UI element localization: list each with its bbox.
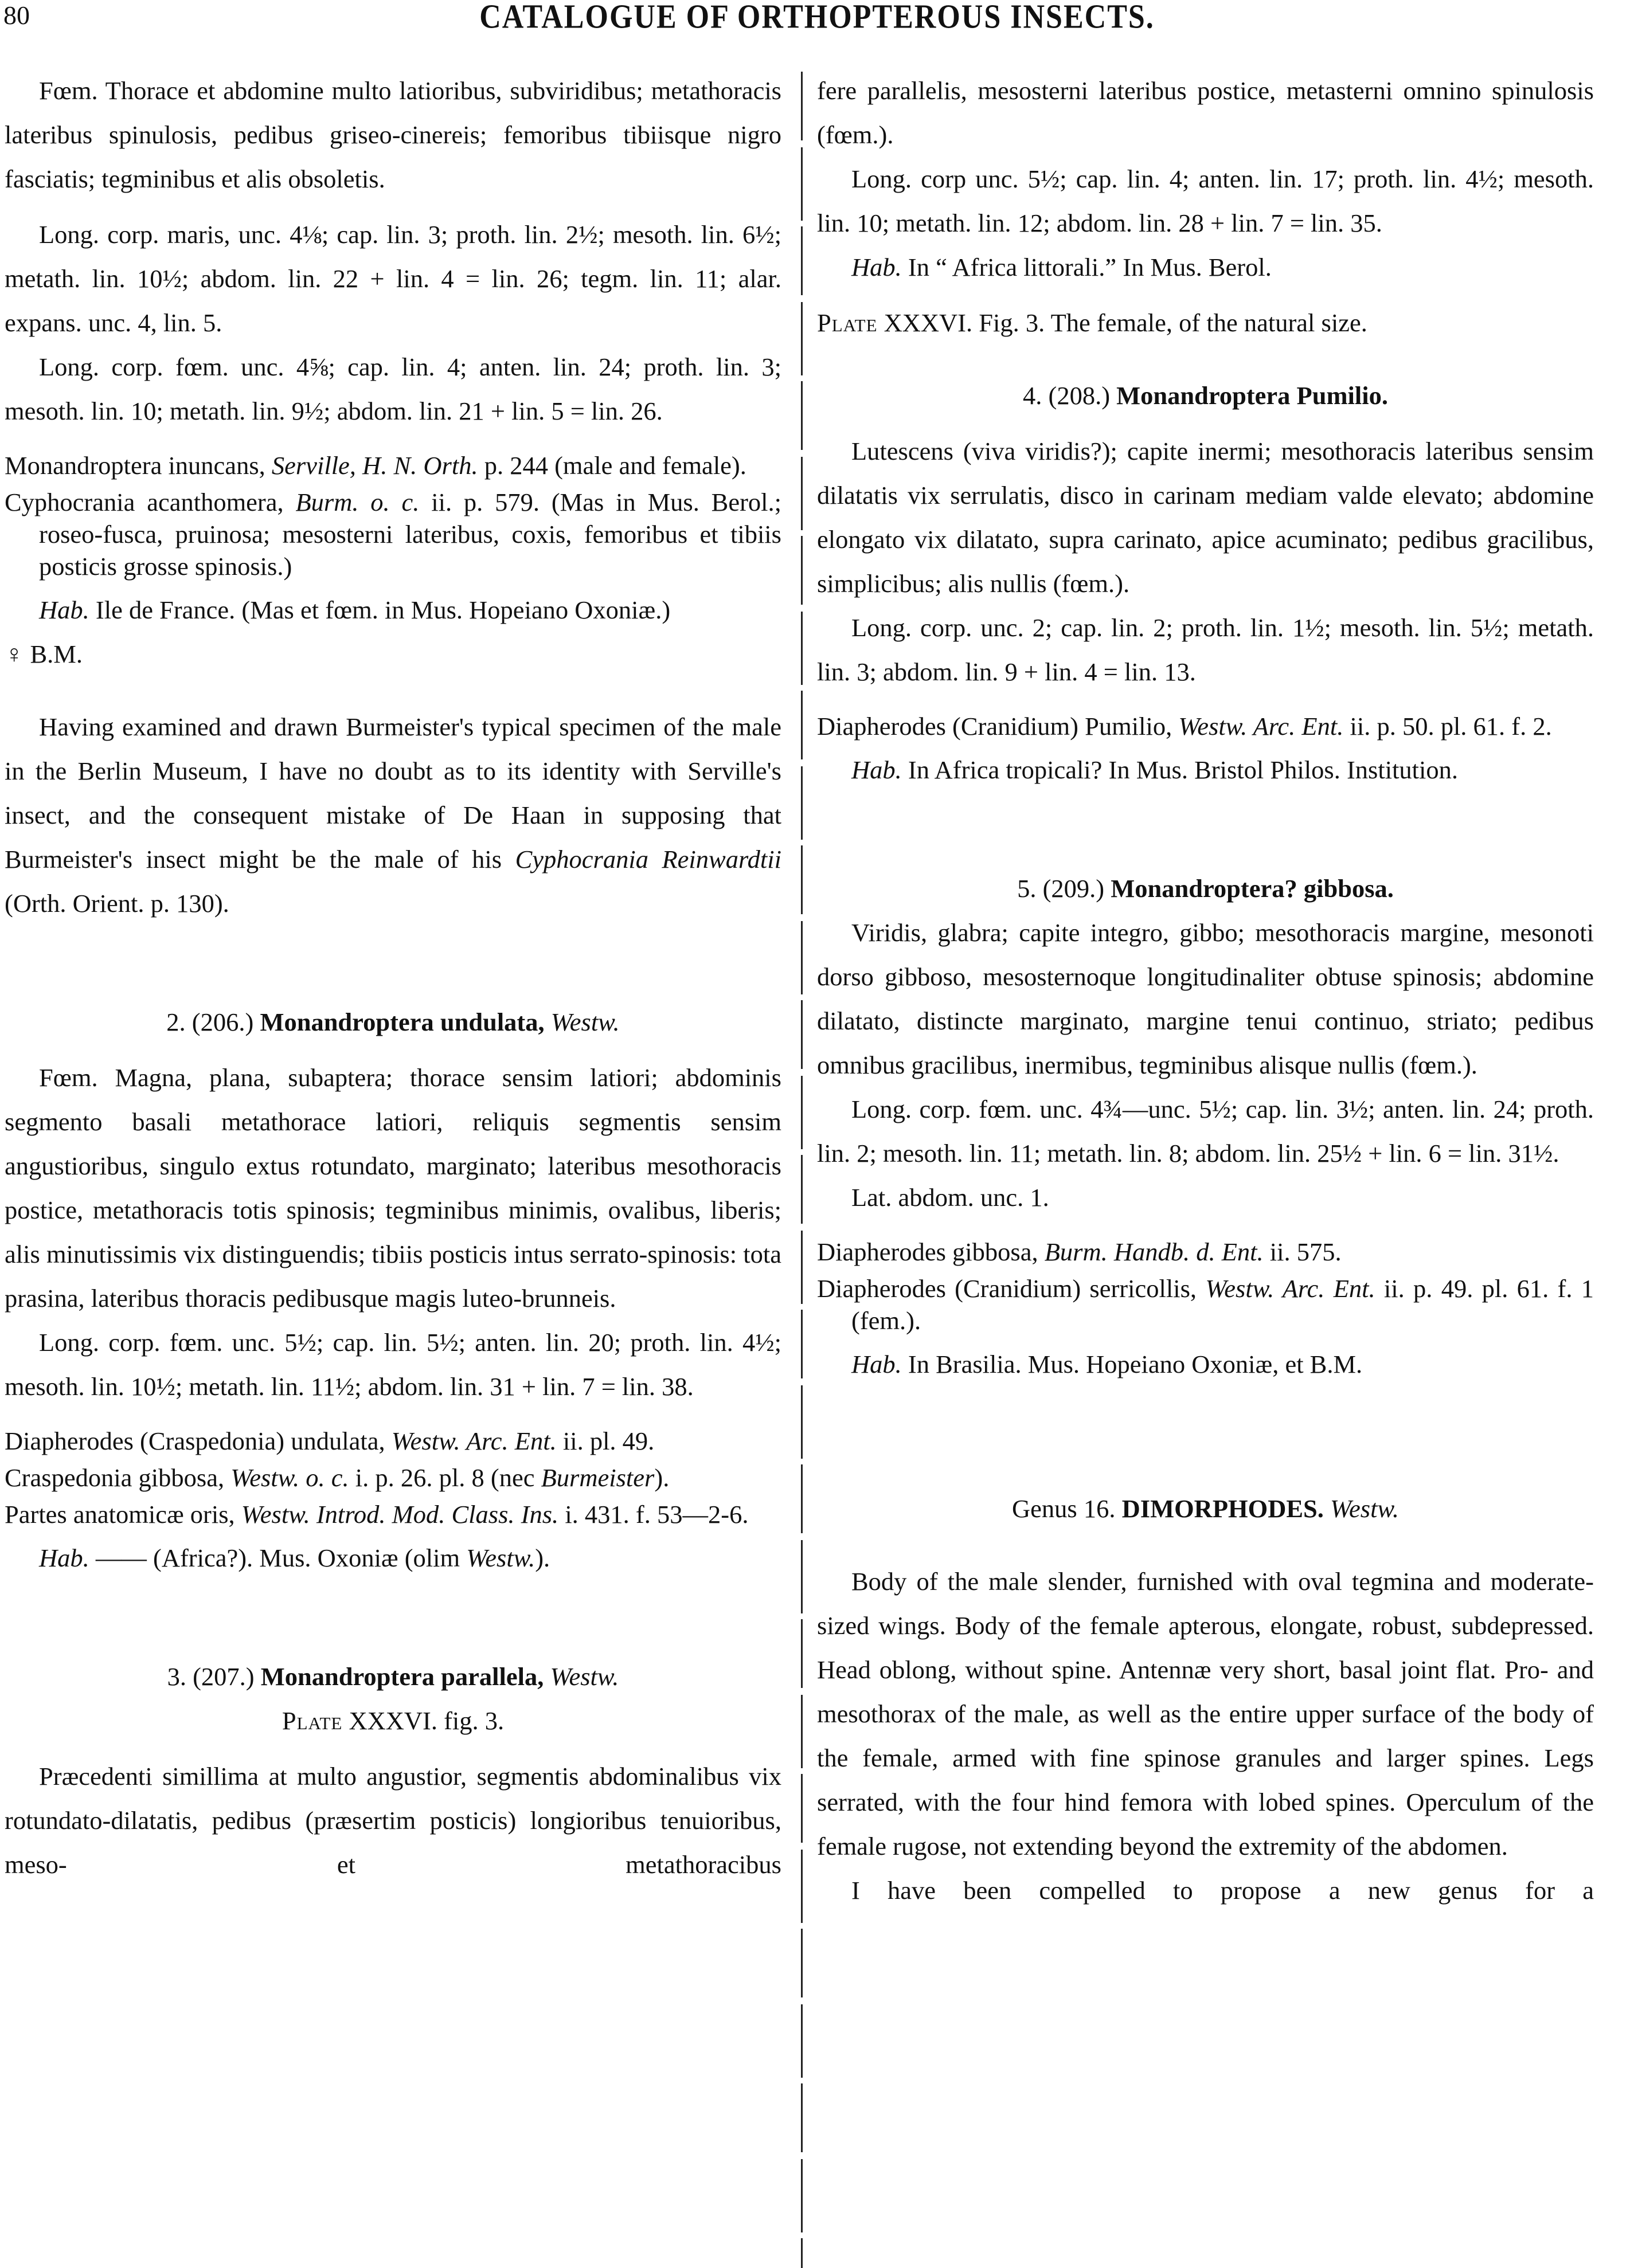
parallela-measurements: Long. corp unc. 5½; cap. lin. 4; anten. lin. 17; proth. lin. 4½; mesoth. lin. 10; metath. lin. 12; abdom. lin. 28 + lin. 7 = lin. 35. (817, 164, 1594, 237)
remarks-paragraph: Having examined and drawn Burmeister's typical specimen of the male in the Berlin Museum, I have no doubt as to its identity with Serville's insect, and the consequent mistake of De Haan in supposing that Burmeister's insect might be the male of his Cyphocrania Reinwardtii (Orth. Orient. p. 130). (5, 712, 781, 918)
parallela-description-continued: fere parallelis, mesosterni lateribus postice, metasterni omnino spinulosis (fœm.). (817, 76, 1594, 149)
gibbosa-measurements: Long. corp. fœm. unc. 4¾—unc. 5½; cap. lin. 3½; anten. lin. 24; proth. lin. 2; mesoth. lin. 11; metath. lin. 8; abdom. lin. 25½ + lin. 6 = lin. 31½. (817, 1095, 1594, 1168)
parallela-habitat: Hab. In “ Africa littorali.” In Mus. Berol. (851, 253, 1272, 281)
undulata-synonym-1: Diapherodes (Craspedonia) undulata, Westw. Arc. Ent. ii. pl. 49. (5, 1427, 655, 1455)
undulata-synonym-3: Partes anatomicæ oris, Westw. Introd. Mod. Class. Ins. i. 431. f. 53—2-6. (5, 1500, 749, 1529)
running-title: CATALOGUE OF ORTHOPTEROUS INSECTS. (479, 0, 1155, 36)
gibbosa-synonym-2: Diapherodes (Cranidium) serricollis, Westw. Arc. Ent. ii. p. 49. pl. 61. f. 1 (fem.). (817, 1274, 1594, 1335)
undulata-synonym-2: Craspedonia gibbosa, Westw. o. c. i. p. 26. pl. 8 (nec Burmeister). (5, 1463, 670, 1492)
species-heading-undulata: 2. (206.) Monandroptera undulata, Westw. (166, 1008, 620, 1036)
female-description: Fœm. Thorace et abdomine multo latioribus, subviridibus; metathoracis lateribus spinulosis, pedibus griseo-cinereis; femoribus tibiisque nigro fasciatis; tegminibus et alis obsoletis. (5, 76, 781, 193)
page-number: 80 (3, 1, 30, 30)
undulata-habitat: Hab. —— (Africa?). Mus. Oxoniæ (olim Westw.). (39, 1544, 550, 1572)
left-column (5, 69, 781, 1887)
plate-caption: Plate XXXVI. Fig. 3. The female, of the natural size. (817, 308, 1367, 337)
habitat-1-location: ♀ B.M. (5, 640, 83, 668)
pumilio-measurements: Long. corp. unc. 2; cap. lin. 2; proth. lin. 1½; mesoth. lin. 5½; metath. lin. 3; abdom. lin. 9 + lin. 4 = lin. 13. (817, 613, 1594, 686)
genus-remarks: I have been compelled to propose a new genus for a (851, 1876, 1594, 1905)
gibbosa-synonym-1: Diapherodes gibbosa, Burm. Handb. d. Ent. ii. 575. (817, 1237, 1342, 1266)
parallela-description: Præcedenti simillima at multo angustior, segmentis abdominalibus vix rotundato-dilatatis, pedibus (præsertim posticis) longioribus tenuioribus, meso- et metathoracibus (5, 1762, 781, 1879)
genus-description: Body of the male slender, furnished with oval tegmina and moderate-sized wings. Body of the female apterous, elongate, robust, subdepressed. Head oblong, without spine. Antennæ very short, basal joint flat. Pro- and mesothorax of the male, as well as the entire upper surface of the body of the female, armed with fine spinose granules and larger spines. Legs serrated, with the four hind femora with lobed spines. Operculum of the female rugose, not extending beyond the extremity of the abdomen. (817, 1567, 1594, 1860)
species-heading-pumilio: 4. (208.) Monandroptera Pumilio. (1023, 381, 1388, 410)
gibbosa-abdomen-width: Lat. abdom. unc. 1. (851, 1183, 1049, 1212)
genus-heading: Genus 16. DIMORPHODES. Westw. (1012, 1494, 1399, 1523)
female-measurements: Long. corp. fœm. unc. 4⅝; cap. lin. 4; anten. lin. 24; proth. lin. 3; mesoth. lin. 10; metath. lin. 9½; abdom. lin. 21 + lin. 5 = lin. 26. (5, 352, 781, 425)
gibbosa-description: Viridis, glabra; capite integro, gibbo; mesothoracis margine, mesonoti dorso gibboso, mesosternoque longitudinaliter obtuse spinosis; abdomine dilatato, distincte marginato, margine tenui continuo, striato; pedibus omnibus gracilibus, inermibus, tegminibus alisque nullis (fœm.). (817, 918, 1594, 1079)
pumilio-description: Lutescens (viva viridis?); capite inermi; mesothoracis lateribus sensim dilatatis vix serrulatis, disco in carinam mediam valde elevato; abdomine elongato vix dilatato, supra carinato, apice acuminato; pedibus gracilibus, simplicibus; alis nullis (fœm.). (817, 437, 1594, 598)
male-measurements: Long. corp. maris, unc. 4⅛; cap. lin. 3; proth. lin. 2½; mesoth. lin. 6½; metath. lin. 10½; abdom. lin. 22 + lin. 4 = lin. 26; tegm. lin. 11; alar. expans. unc. 4, lin. 5. (5, 220, 781, 337)
column-divider (801, 72, 803, 2268)
pumilio-synonym: Diapherodes (Cranidium) Pumilio, Westw. Arc. Ent. ii. p. 50. pl. 61. f. 2. (817, 712, 1552, 741)
parallela-plate-ref: Plate XXXVI. fig. 3. (282, 1706, 505, 1735)
synonym-inuncans: Monandroptera inuncans, Serville, H. N. Orth. p. 244 (male and female). (5, 451, 746, 480)
gibbosa-habitat: Hab. In Brasilia. Mus. Hopeiano Oxoniæ, et B.M. (851, 1350, 1363, 1378)
habitat-1: Hab. Ile de France. (Mas et fœm. in Mus. Hopeiano Oxoniæ.) (39, 596, 671, 624)
pumilio-habitat: Hab. In Africa tropicali? In Mus. Bristol Philos. Institution. (851, 755, 1459, 784)
species-heading-gibbosa: 5. (209.) Monandroptera? gibbosa. (1017, 874, 1394, 903)
synonym-acanthomera: Cyphocrania acanthomera, Burm. o. c. ii. p. 579. (Mas in Mus. Berol.; roseo-fusca, pruinosa; mesosterni lateribus, coxis, femoribus et tibiis posticis grosse spinosis.) (5, 488, 782, 581)
page-header (0, 0, 1634, 40)
species-heading-parallela: 3. (207.) Monandroptera parallela, Westw. (167, 1662, 619, 1691)
right-column (817, 69, 1594, 1913)
undulata-description: Fœm. Magna, plana, subaptera; thorace sensim latiori; abdominis segmento basali metathorace latiori, reliquis segmentis sensim angustioribus, singulo extus rotundato, marginato; lateribus mesothoracis postice, metathoracis totis spinosis; tegminibus minimis, ovalibus, liberis; alis minutissimis vix distinguendis; tibiis posticis intus serrato-spinosis: tota prasina, lateribus thoracis pedibusque magis luteo-brunneis. (5, 1063, 781, 1313)
undulata-measurements: Long. corp. fœm. unc. 5½; cap. lin. 5½; anten. lin. 20; proth. lin. 4½; mesoth. lin. 10½; metath. lin. 11½; abdom. lin. 31 + lin. 7 = lin. 38. (5, 1328, 781, 1401)
